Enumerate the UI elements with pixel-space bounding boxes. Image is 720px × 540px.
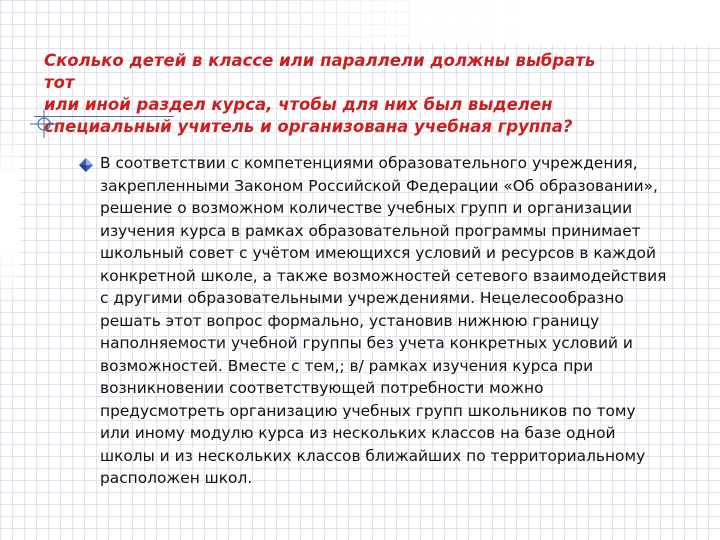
slide-body-text: В соответствии с компетенциями образовательного учреждения, закрепленными Законом Российской Федерации «Об образовании», решение о возможном количестве учебных групп и организации изучения курса в рамках образовательной программы принимает школьный совет с учётом имеющихся условий и ресурсов в каждой конкретной школе, а также возможностей сетевого взаимодействия с другими образовательными учреждениями. Нецелесообразно решать этот вопрос формально, установив нижнюю границу наполняемости учебной группы без учета конкретных условий и возможностей. Вместе с тем,; в/ рамках изучения курса при возникновении соответствующей потребности можно предусмотреть организацию учебных групп школьников по тому или иному модулю курса из нескольких классов на базе одной школы и из нескольких классов ближайших по территориальному расположен школ.: [100, 154, 667, 487]
crosshair-icon: [30, 110, 58, 138]
grid-fade-top: [264, 0, 720, 44]
slide-title: Сколько детей в классе или параллели должны выбрать тот или иной раздел курса, чтобы для них был выделен специальный учитель и организована учебная группа?: [44, 51, 596, 136]
diamond-bullet-icon: [78, 157, 94, 173]
grid-fade-left: [0, 130, 20, 300]
